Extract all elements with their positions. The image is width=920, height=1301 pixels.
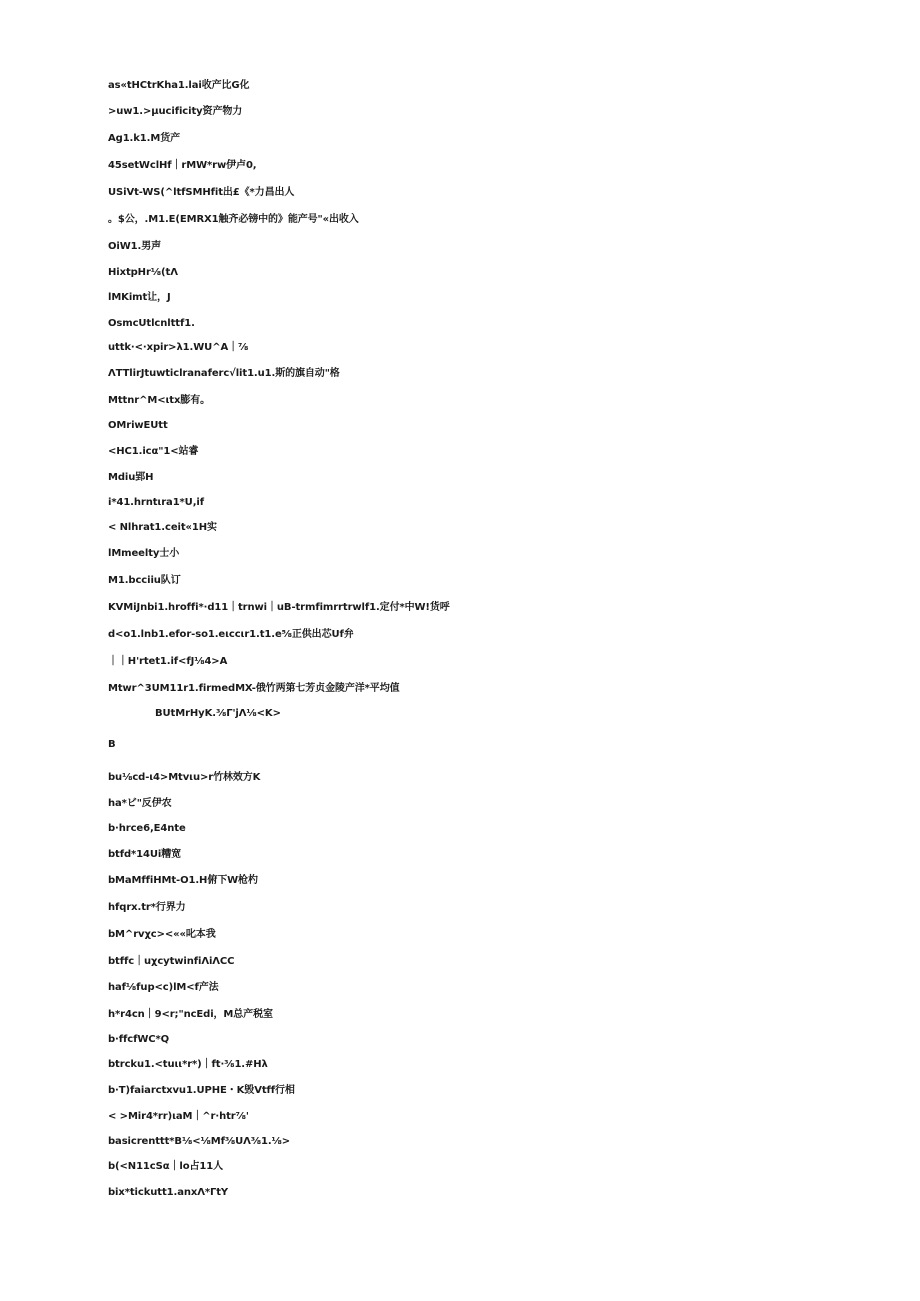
text-line: KVMiJnbi1.hroffi*·d11｜trnwi｜uB-trmfimrrtrwlf1.定付*中W!货呼 xyxy=(108,602,450,613)
text-line: d<o1.lnb1.efor-so1.eιccιr1.t1.e⅝正供出芯Uf弁 xyxy=(108,629,354,640)
text-line: hfqrx.tr*行界力 xyxy=(108,902,186,913)
text-line: Mttnr^M<ιtx膨有。 xyxy=(108,395,210,406)
text-line: as«tHCtrKha1.lai收产比G化 xyxy=(108,80,250,91)
text-line: uttk·<·xpir>λ1.WU^A｜⅞ xyxy=(108,342,249,353)
text-line: ｜｜H'rtet1.if<fJ⅛4>A xyxy=(108,656,228,667)
text-line: < Nlhrat1.ceit«1H实 xyxy=(108,522,217,533)
text-line: lMKimt让，J xyxy=(108,292,171,303)
text-line: btrcku1.<tuιι*r*)｜ft·⅜1.#Hλ xyxy=(108,1059,268,1070)
text-line: B xyxy=(108,739,116,750)
text-line: <HC1.icα"1<站睿 xyxy=(108,446,199,457)
text-line: Mtwr^3UM11r1.firmedMX-俄竹两第七芳贞金陵产洋*平均值 xyxy=(108,683,400,694)
text-line: btffc｜uχcytwinfiΛiΛCC xyxy=(108,956,235,967)
text-line: basicrenttt*B⅛<⅛Mf⅜UΛ⅜1.⅛> xyxy=(108,1136,291,1147)
text-line: BUtMrHyK.⅜Γ'jΛ⅛<K> xyxy=(155,708,281,719)
text-line: 。$公，.M1.E(EMRX1触齐必镑中的》能产号"«出收入 xyxy=(108,214,359,225)
text-line: OiW1.男声 xyxy=(108,241,162,252)
text-line: 45setWclHf｜rMW*rw伊卢0, xyxy=(108,160,257,171)
text-line: ΛTTlirJtuwticlranaferc√lit1.u1.斯的旗自动"格 xyxy=(108,368,340,379)
text-line: haf⅛fup<c)lM<f产法 xyxy=(108,982,219,993)
text-line: < >Mir4*rr)ιaM｜^r·htr⅞' xyxy=(108,1111,249,1122)
text-line: USiVt-WS(^ltfSMHfit出£《*力昌出人 xyxy=(108,187,295,198)
text-line: i*41.hrntιra1*U,if xyxy=(108,497,204,508)
text-line: ha*ビ"反伊农 xyxy=(108,798,172,809)
text-line: >uw1.>µucificity资产物力 xyxy=(108,106,243,117)
text-line: b·hrce6,E4nte xyxy=(108,823,186,834)
text-line: Mdiu郢H xyxy=(108,472,154,483)
text-line: HixtpHr⅛(tΛ xyxy=(108,267,178,278)
text-line: OMriwEUtt xyxy=(108,420,168,431)
text-line: bMaMffiHMt-O1.H俯下W枪杓 xyxy=(108,875,258,886)
text-line: M1.bcciiu队订 xyxy=(108,575,181,586)
text-line: bix*tickutt1.anxΛ*ΓtY xyxy=(108,1187,229,1198)
text-line: bM^rvχc><««叱本我 xyxy=(108,929,216,940)
text-line: btfd*14Ui糟宽 xyxy=(108,849,182,860)
text-line: bu⅛cd-ι4>Mtvιu>r竹林效方K xyxy=(108,772,261,783)
text-line: h*r4cn｜9<r;"ncEdi，M总产税室 xyxy=(108,1009,273,1020)
text-line: b·ffcfWC*Q xyxy=(108,1034,170,1045)
text-line: OsmcUtlcnlttf1. xyxy=(108,318,195,329)
text-line: Ag1.k1.M货产 xyxy=(108,133,181,144)
text-line: b·T)faiarctxvu1.UPHE・K毁Vtff行相 xyxy=(108,1085,295,1096)
text-line: lMmeelty士小 xyxy=(108,548,180,559)
text-line: b(<N11cSα｜lo占11人 xyxy=(108,1161,224,1172)
